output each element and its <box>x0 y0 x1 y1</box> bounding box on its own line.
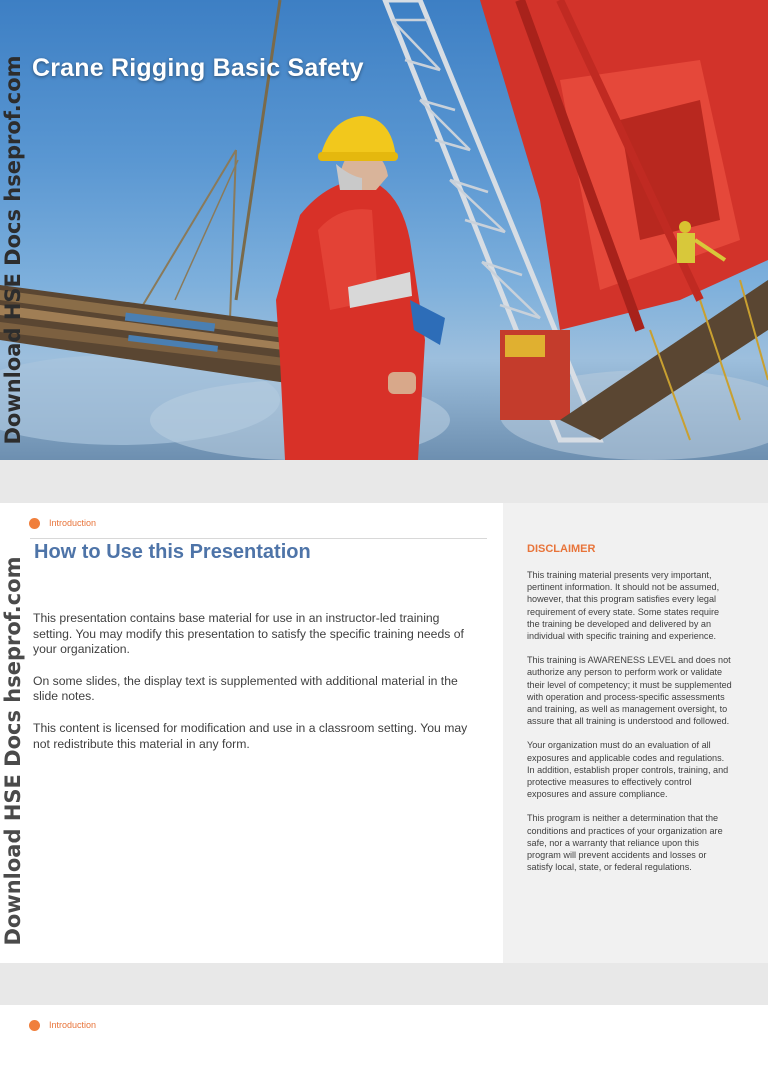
body-paragraph: This content is licensed for modification and use in a classroom setting. You may not redistribute this material in any form. <box>33 720 468 751</box>
body-paragraph: On some slides, the display text is supplemented with additional material in the slide notes. <box>33 673 458 704</box>
disclaimer-paragraph: This training material presents very important, pertinent information. It should not be assumed, however, that this program satisfies every legal requirement of every state. Some states require the training be developed and delivered by an individual with specific training and experience. <box>527 570 720 642</box>
presentation-title: Crane Rigging Basic Safety <box>32 54 364 82</box>
section-dot-icon <box>29 518 40 529</box>
section-dot-icon <box>29 1020 40 1031</box>
watermark-text: Download HSE Docs hseprof.com <box>1 55 25 445</box>
title-slide <box>0 0 768 460</box>
body-paragraph: This presentation contains base material for use in an instructor-led training setting. You may modify this presentation to satisfy the specific training needs of your organization. <box>33 611 464 657</box>
slide-body <box>33 611 473 768</box>
disclaimer-title: DISCLAIMER <box>527 543 596 555</box>
next-slide-partial <box>0 1005 768 1065</box>
disclaimer-paragraph: This program is neither a determination that the conditions and practices of your organization are safe, nor a warranty that reliance upon this program will prevent accidents and losses or satisfy local, state, or federal regulations. <box>527 813 723 873</box>
section-divider <box>30 538 487 539</box>
watermark-text: Download HSE Docs hseprof.com <box>1 556 25 946</box>
disclaimer-paragraph: This training is AWARENESS LEVEL and does not authorize any person to perform work or validate their level of competency; it must be supplemented with operation and process-specific assessments and training, as well as management oversight, to assure that all training is understood and followed. <box>527 655 732 727</box>
disclaimer-paragraph: Your organization must do an evaluation of all exposures and applicable codes and regulations. In addition, establish proper controls, training, and protective measures to effectively control exposures and assure compliance. <box>527 740 729 800</box>
section-label: Introduction <box>49 518 97 528</box>
intro-slide <box>0 503 768 963</box>
disclaimer-body <box>527 569 732 885</box>
slide-title: How to Use this Presentation <box>34 541 311 563</box>
section-label: Introduction <box>49 1020 97 1030</box>
